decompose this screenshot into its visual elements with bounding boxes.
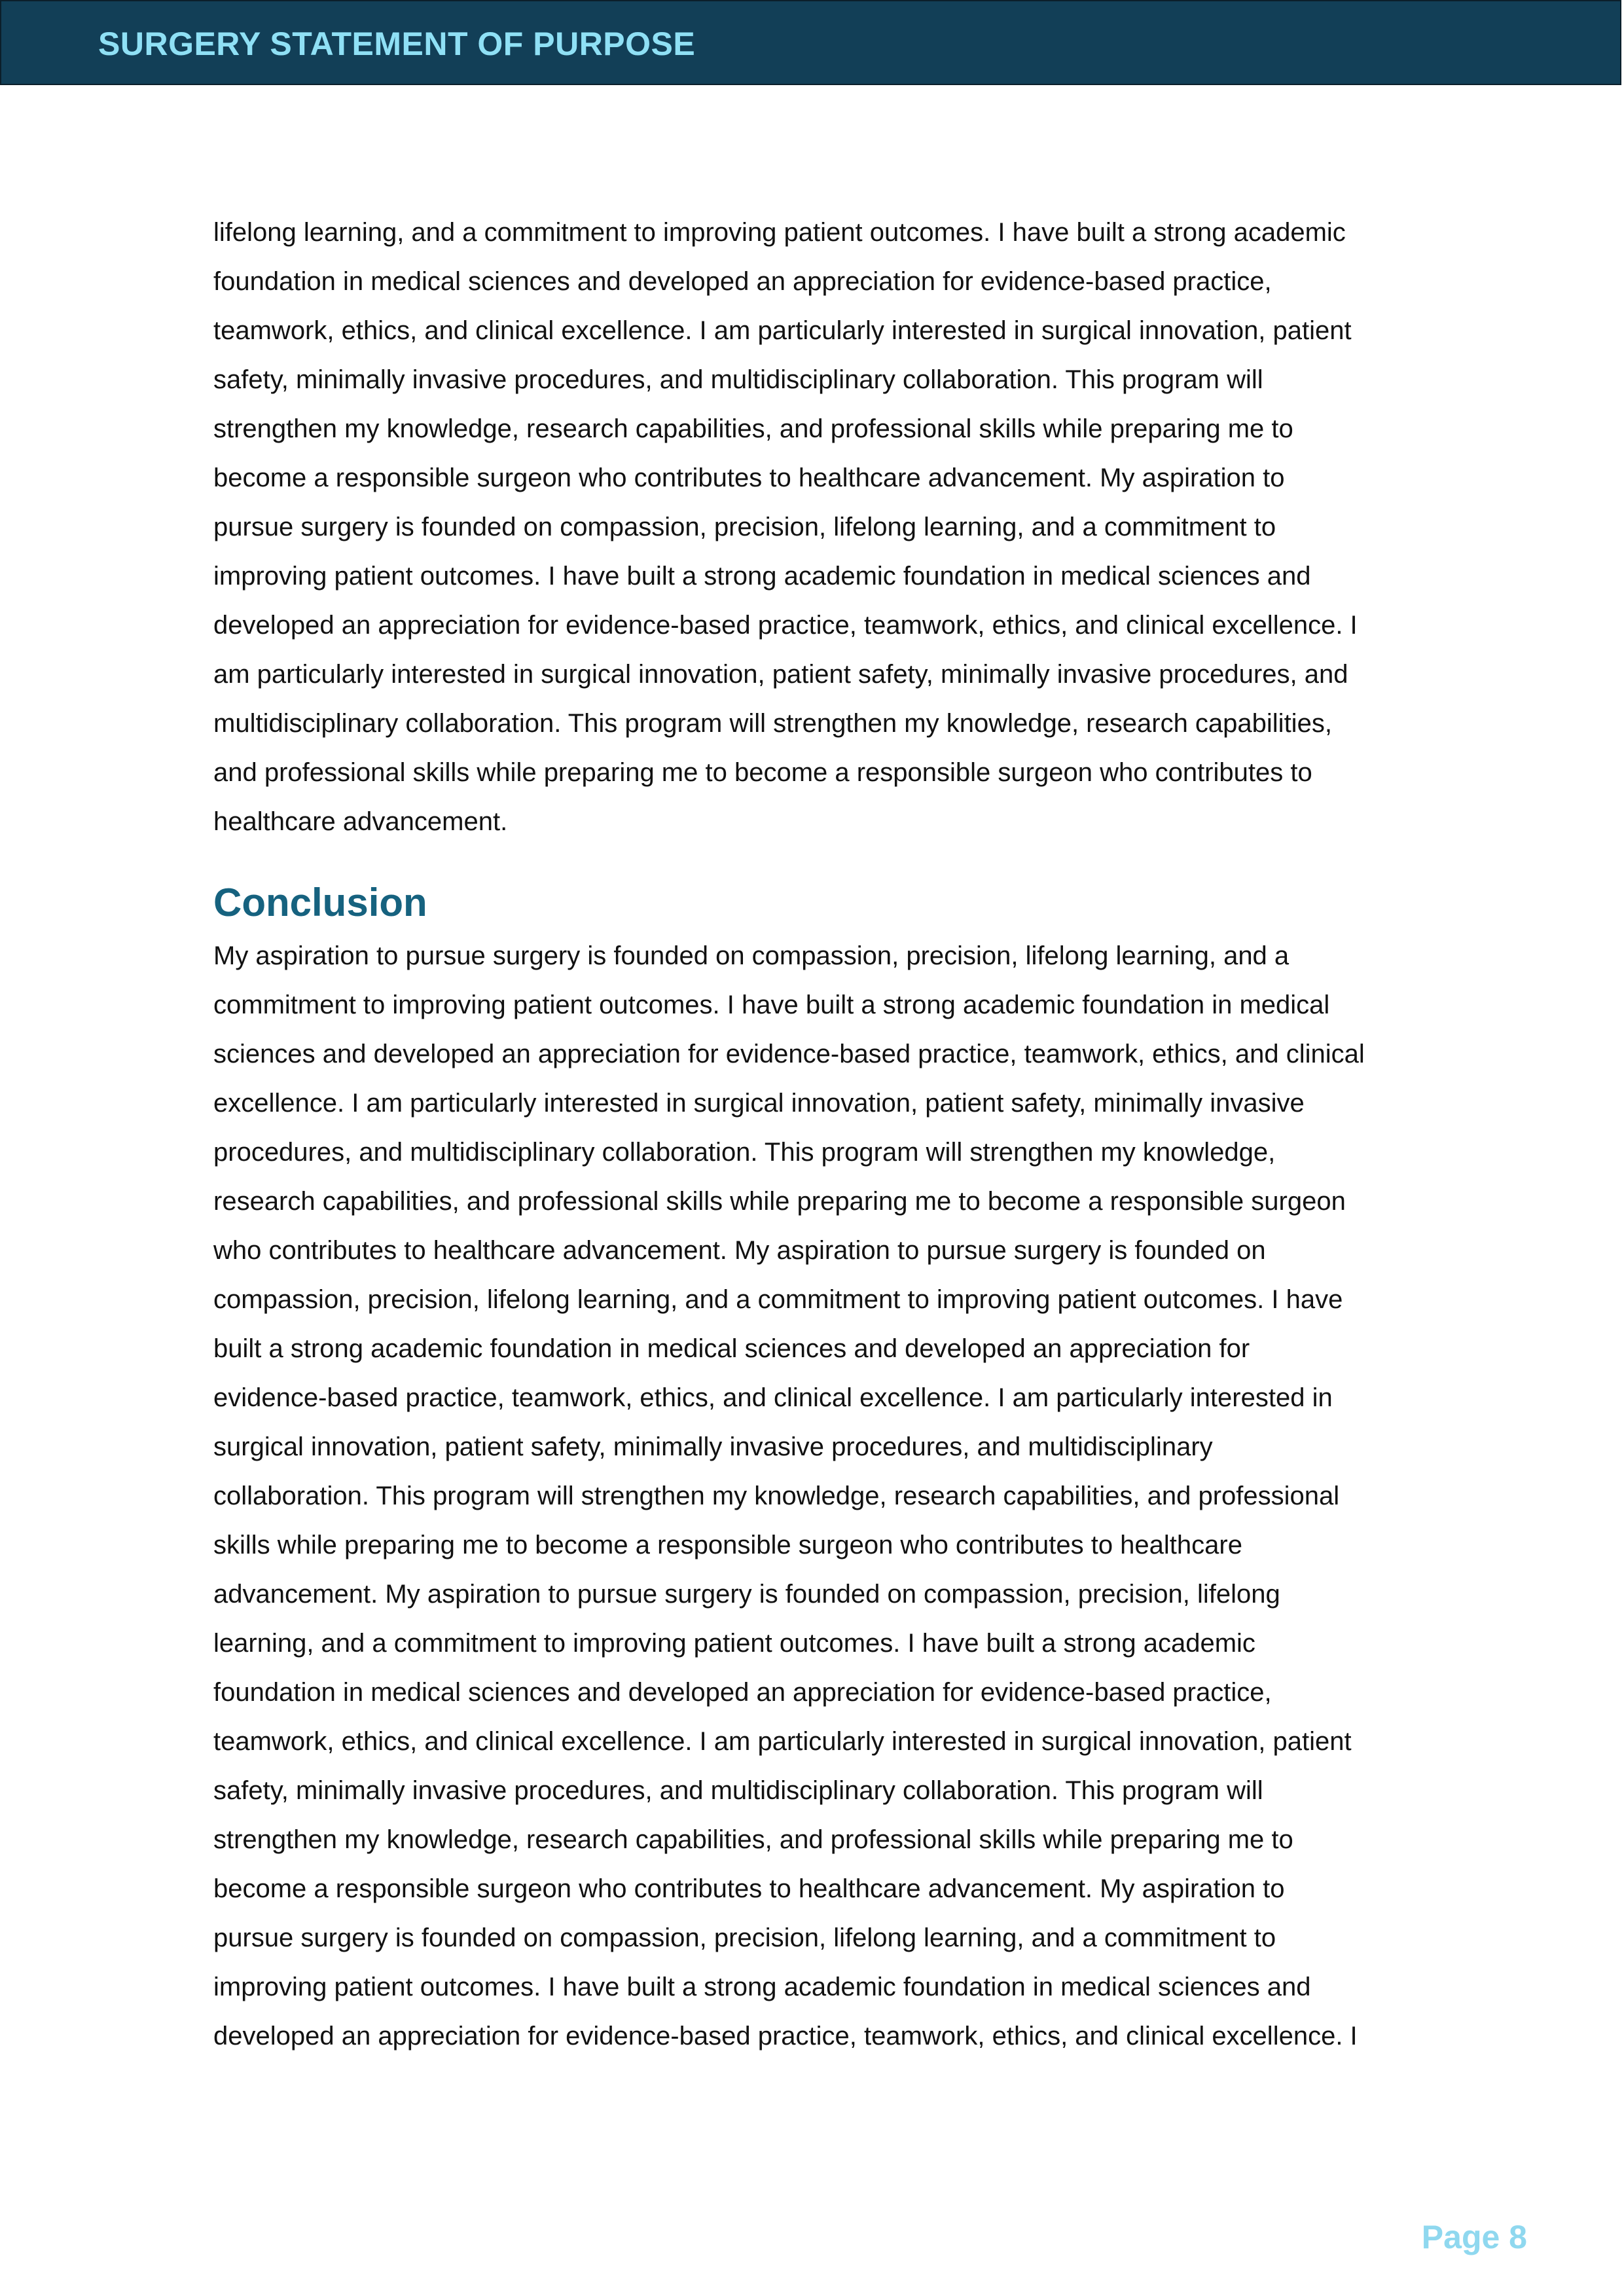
- text-line: multidisciplinary collaboration. This program will strengthen my knowledge, research capabilities,: [213, 709, 1332, 738]
- intro-paragraph: [213, 208, 1431, 847]
- text-line: teamwork, ethics, and clinical excellence. I am particularly interested in surgical innovation, patient: [213, 316, 1352, 345]
- text-line: evidence-based practice, teamwork, ethics, and clinical excellence. I am particularly interested in: [213, 1383, 1333, 1412]
- text-line: learning, and a commitment to improving patient outcomes. I have built a strong academic: [213, 1629, 1255, 1658]
- document-title: SURGERY STATEMENT OF PURPOSE: [98, 26, 696, 62]
- text-line: developed an appreciation for evidence-based practice, teamwork, ethics, and clinical excellence. I: [213, 611, 1358, 640]
- text-line: pursue surgery is founded on compassion, precision, lifelong learning, and a commitment to: [213, 1923, 1276, 1952]
- text-line: strengthen my knowledge, research capabilities, and professional skills while preparing me to: [213, 1825, 1293, 1854]
- text-line: excellence. I am particularly interested in surgical innovation, patient safety, minimally invasive: [213, 1089, 1305, 1118]
- page-number: Page 8: [1421, 2219, 1527, 2255]
- text-line: collaboration. This program will strengthen my knowledge, research capabilities, and professional: [213, 1482, 1340, 1510]
- text-line: lifelong learning, and a commitment to improving patient outcomes. I have built a strong academic: [213, 218, 1346, 247]
- text-line: safety, minimally invasive procedures, and multidisciplinary collaboration. This program will: [213, 1776, 1263, 1805]
- page-header: [0, 0, 1621, 85]
- text-line: built a strong academic foundation in medical sciences and developed an appreciation for: [213, 1334, 1250, 1363]
- document-body: [213, 208, 1431, 2061]
- text-line: surgical innovation, patient safety, minimally invasive procedures, and multidisciplinary: [213, 1432, 1213, 1461]
- conclusion-paragraph: [213, 932, 1431, 2061]
- conclusion-heading: Conclusion: [213, 881, 427, 924]
- text-line: become a responsible surgeon who contributes to healthcare advancement. My aspiration to: [213, 464, 1285, 492]
- text-line: strengthen my knowledge, research capabilities, and professional skills while preparing me to: [213, 414, 1293, 443]
- text-line: procedures, and multidisciplinary collaboration. This program will strengthen my knowledge,: [213, 1138, 1276, 1167]
- text-line: advancement. My aspiration to pursue surgery is founded on compassion, precision, lifelong: [213, 1580, 1280, 1609]
- text-line: safety, minimally invasive procedures, and multidisciplinary collaboration. This program will: [213, 365, 1263, 394]
- text-line: foundation in medical sciences and developed an appreciation for evidence-based practice,: [213, 1678, 1272, 1707]
- text-line: become a responsible surgeon who contributes to healthcare advancement. My aspiration to: [213, 1874, 1285, 1903]
- text-line: improving patient outcomes. I have built a strong academic foundation in medical sciences and: [213, 562, 1311, 591]
- text-line: pursue surgery is founded on compassion, precision, lifelong learning, and a commitment to: [213, 513, 1276, 541]
- text-line: compassion, precision, lifelong learning, and a commitment to improving patient outcomes. I have: [213, 1285, 1343, 1314]
- text-line: and professional skills while preparing me to become a responsible surgeon who contributes to: [213, 758, 1312, 787]
- text-line: improving patient outcomes. I have built a strong academic foundation in medical sciences and: [213, 1973, 1311, 2001]
- text-line: who contributes to healthcare advancement. My aspiration to pursue surgery is founded on: [213, 1236, 1266, 1265]
- text-line: sciences and developed an appreciation for evidence-based practice, teamwork, ethics, and clinical: [213, 1040, 1365, 1068]
- text-line: developed an appreciation for evidence-based practice, teamwork, ethics, and clinical excellence. I: [213, 2022, 1358, 2050]
- text-line: foundation in medical sciences and developed an appreciation for evidence-based practice,: [213, 267, 1272, 296]
- text-line: healthcare advancement.: [213, 807, 508, 836]
- text-line: My aspiration to pursue surgery is founded on compassion, precision, lifelong learning, and a: [213, 941, 1290, 970]
- text-line: skills while preparing me to become a responsible surgeon who contributes to healthcare: [213, 1531, 1242, 1559]
- text-line: commitment to improving patient outcomes. I have built a strong academic foundation in medical: [213, 991, 1330, 1019]
- text-line: teamwork, ethics, and clinical excellence. I am particularly interested in surgical innovation, patient: [213, 1727, 1352, 1756]
- text-line: am particularly interested in surgical innovation, patient safety, minimally invasive procedures, and: [213, 660, 1348, 689]
- text-line: research capabilities, and professional skills while preparing me to become a responsible surgeon: [213, 1187, 1346, 1216]
